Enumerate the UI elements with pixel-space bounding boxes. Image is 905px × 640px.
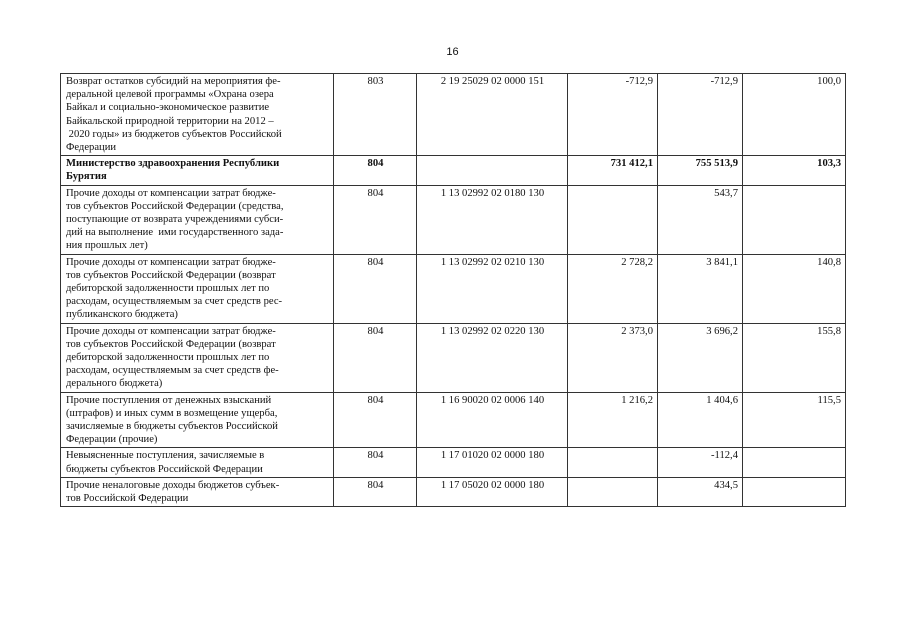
name-line: Федерации [66,142,117,154]
cell-admin-code: 804 [334,323,417,392]
name-line: Невыясненные поступления, зачисляемые в [66,450,265,462]
cell-name [61,448,334,477]
cell-name [61,254,334,323]
name-line: (штрафов) и иных сумм в возмещение ущерба, [66,407,278,419]
name-line: расходам, осуществляемым за счет средств фе- [66,365,279,377]
page-number: 16 [446,46,459,58]
cell-percent-value [743,448,846,477]
name-line: расходам, осуществляемым за счет средств рес- [66,296,283,308]
revenue-table [60,73,846,507]
cell-fact-value: 755 513,9 [658,156,743,185]
name-line: Возврат остатков субсидий на мероприятия фе- [66,76,281,87]
cell-fact-value: 3 841,1 [658,254,743,323]
cell-name [61,156,334,185]
name-line: публиканского бюджета) [66,309,178,321]
cell-classification-code: 1 17 05020 02 0000 180 [417,477,568,506]
cell-admin-code: 804 [334,448,417,477]
table-row [61,392,846,448]
cell-name [61,392,334,448]
cell-classification-code: 1 13 02992 02 0180 130 [417,185,568,254]
name-line: дебиторской задолженности прошлых лет по [66,283,270,295]
table-row [61,448,846,477]
cell-percent-value: 155,8 [743,323,846,392]
cell-fact-value: 543,7 [658,185,743,254]
table-body [61,74,846,507]
cell-plan-value [568,477,658,506]
cell-plan-value: 2 373,0 [568,323,658,392]
cell-name [61,185,334,254]
table-row [61,74,846,156]
name-line: дебиторской задолженности прошлых лет по [66,352,270,364]
cell-name [61,477,334,506]
cell-classification-code: 1 13 02992 02 0210 130 [417,254,568,323]
name-line: Прочие доходы от компенсации затрат бюдже- [66,187,276,199]
cell-classification-code: 1 13 02992 02 0220 130 [417,323,568,392]
name-line: Прочие доходы от компенсации затрат бюдже- [66,256,276,268]
cell-fact-value: 3 696,2 [658,323,743,392]
cell-admin-code: 804 [334,185,417,254]
cell-plan-value: 731 412,1 [568,156,658,185]
cell-admin-code: 804 [334,392,417,448]
cell-classification-code: 1 16 90020 02 0006 140 [417,392,568,448]
name-line: Прочие неналоговые доходы бюджетов субъек- [66,479,280,491]
name-line: Прочие поступления от денежных взысканий [66,394,272,406]
cell-admin-code: 804 [334,156,417,185]
cell-percent-value [743,477,846,506]
table-row [61,254,846,323]
cell-admin-code: 804 [334,254,417,323]
cell-percent-value: 115,5 [743,392,846,448]
name-line: тов Российской Федерации [66,493,189,505]
cell-plan-value [568,448,658,477]
name-line: 2020 годы» из бюджетов субъектов Российской [66,128,282,140]
name-line: ния прошлых лет) [66,240,148,252]
name-line: Министерство здравоохранения Республики [66,158,280,170]
cell-classification-code: 1 17 01020 02 0000 180 [417,448,568,477]
name-line: деральной целевой программы «Охрана озера [66,89,274,101]
name-line: Бурятия [66,171,107,183]
cell-fact-value: 434,5 [658,477,743,506]
name-line: Прочие доходы от компенсации затрат бюдже- [66,325,276,337]
table-row [61,156,846,185]
cell-fact-value: 1 404,6 [658,392,743,448]
table-row [61,323,846,392]
cell-admin-code: 804 [334,477,417,506]
name-line: поступающие от возврата учреждениями субси- [66,214,284,226]
table-row [61,477,846,506]
cell-percent-value [743,185,846,254]
cell-plan-value: -712,9 [568,74,658,156]
cell-name [61,74,334,156]
cell-admin-code: 803 [334,74,417,156]
name-line: тов субъектов Российской Федерации (средства, [66,200,284,212]
table-row [61,185,846,254]
name-line: Байкальской природной территории на 2012 – [66,115,274,127]
name-line: дерального бюджета) [66,378,163,390]
name-line: тов субъектов Российской Федерации (возврат [66,338,276,350]
cell-percent-value: 103,3 [743,156,846,185]
name-line: зачисляемые в бюджеты субъектов Российской [66,421,278,433]
cell-classification-code [417,156,568,185]
cell-classification-code: 2 19 25029 02 0000 151 [417,74,568,156]
cell-plan-value [568,185,658,254]
cell-fact-value: -112,4 [658,448,743,477]
name-line: Федерации (прочие) [66,434,158,446]
cell-plan-value: 2 728,2 [568,254,658,323]
name-line: тов субъектов Российской Федерации (возврат [66,269,276,281]
cell-name [61,323,334,392]
cell-plan-value: 1 216,2 [568,392,658,448]
cell-percent-value: 100,0 [743,74,846,156]
cell-fact-value: -712,9 [658,74,743,156]
name-line: Байкал и социально-экономическое развитие [66,102,270,114]
cell-percent-value: 140,8 [743,254,846,323]
name-line: бюджеты субъектов Российской Федерации [66,463,263,475]
name-line: дий на выполнение ими государственного зада- [66,227,284,239]
